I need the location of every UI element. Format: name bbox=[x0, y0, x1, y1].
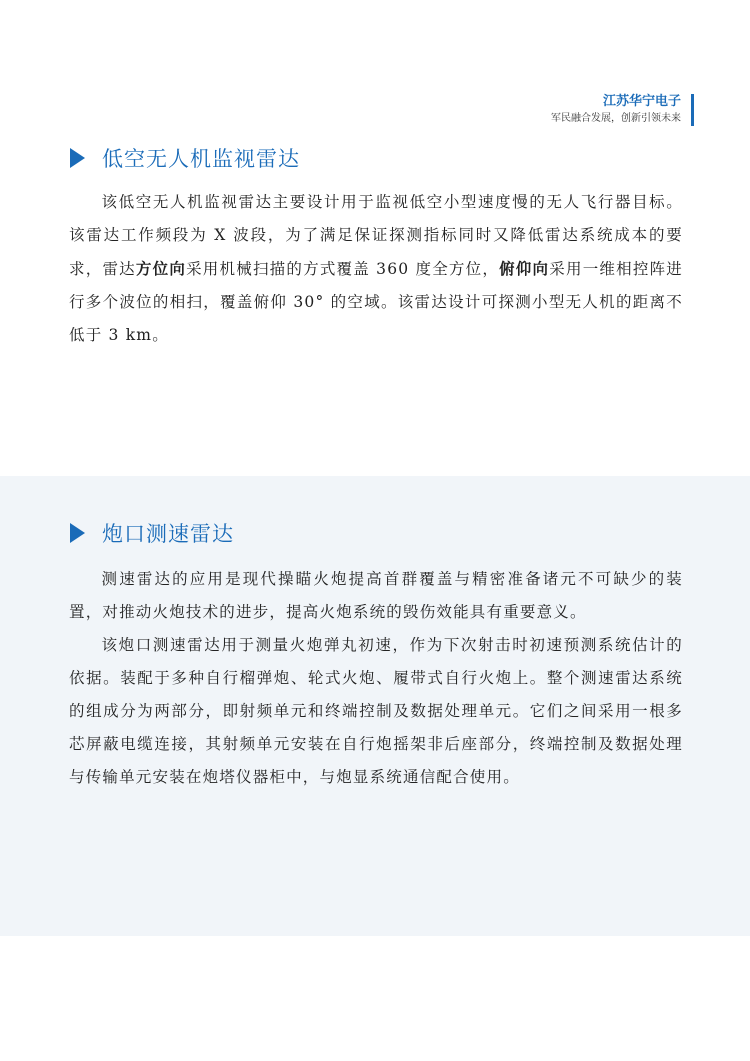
brand-name: 江苏华宁电子 bbox=[602, 94, 681, 109]
text-run: 该低空无人机监视雷达主要设计用于监视低空小型速度慢的无人飞行器目标。该雷达工作频段为 X 波段，为了满足保证探测指标同时又降低雷达系统成本的要求，雷达 bbox=[69, 193, 683, 278]
section-title: 低空无人机监视雷达 bbox=[102, 147, 300, 171]
paragraph-muzzle-radar-intro: 测速雷达的应用是现代操瞄火炮提高首群覆盖与精密准备诸元不可缺少的装置，对推动火炮技术的进步，提高火炮系统的毁伤效能具有重要意义。 bbox=[69, 570, 683, 621]
triangle-bullet-icon bbox=[70, 148, 85, 168]
paragraph-uav-radar bbox=[69, 186, 683, 352]
section-heading-radar-uav bbox=[70, 143, 300, 173]
triangle-bullet-icon bbox=[70, 523, 85, 543]
brand-block bbox=[461, 94, 694, 126]
section-title: 炮口测速雷达 bbox=[102, 522, 234, 546]
section-heading-muzzle-radar bbox=[70, 518, 234, 548]
brand-slogan: 军民融合发展，创新引领未来 bbox=[551, 113, 681, 124]
text-run: 采用机械扫描的方式覆盖 360 度全方位， bbox=[186, 260, 500, 278]
bold-term-elevation: 俯仰向 bbox=[499, 259, 550, 278]
text-run: 采用一维相控阵进行多个波位的相扫，覆盖俯仰 30° 的空域。该雷达设计可探测小型无人机的距离不低于 3 km。 bbox=[69, 260, 683, 344]
bold-term-azimuth: 方位向 bbox=[135, 259, 187, 278]
paragraph-muzzle-radar-detail: 该炮口测速雷达用于测量火炮弹丸初速，作为下次射击时初速预测系统估计的依据。装配于多种自行榴弹炮、轮式火炮、履带式自行火炮上。整个测速雷达系统的组成分为两部分，即射频单元和终端控制及数据处理单元。它们之间采用一根多芯屏蔽电缆连接，其射频单元安装在自行炮摇架非后座部分，终端控制及数据处理与传输单元安装在炮塔仪器柜中，与炮显系统通信配合使用。 bbox=[69, 636, 683, 786]
